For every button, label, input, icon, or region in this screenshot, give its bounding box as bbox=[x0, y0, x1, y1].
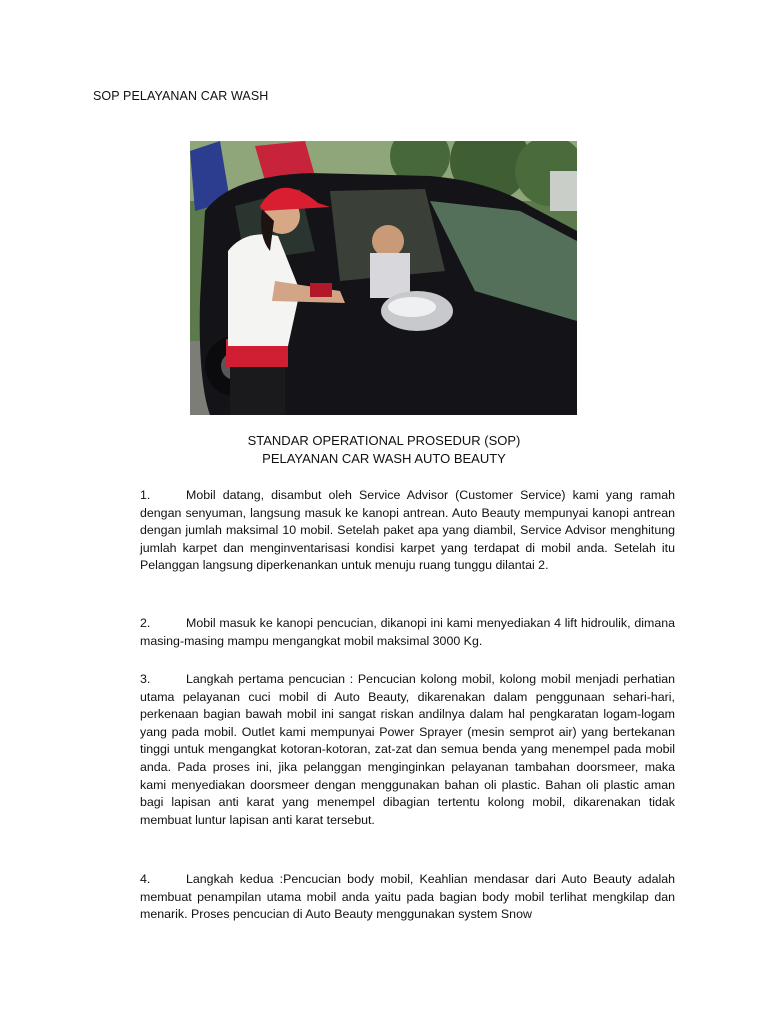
paragraph-text: Mobil masuk ke kanopi pencucian, dikanopi ini kami menyediakan 4 lift hidroulik, dimana masing-masing mampu mengangkat mobil maksimal 3000 Kg. bbox=[140, 616, 675, 648]
paragraph-number: 3. bbox=[140, 672, 151, 686]
paragraph-number: 2. bbox=[140, 616, 151, 630]
car-wash-photo bbox=[190, 141, 577, 415]
title-line-1: STANDAR OPERATIONAL PROSEDUR (SOP) bbox=[247, 433, 521, 448]
paragraph-2 bbox=[140, 615, 675, 650]
paragraph-1 bbox=[140, 487, 675, 575]
paragraph-number: 1. bbox=[140, 488, 151, 502]
paragraph-4 bbox=[140, 871, 675, 924]
photo-illustration bbox=[190, 141, 577, 415]
paragraph-number: 4. bbox=[140, 872, 151, 886]
title-line-2: PELAYANAN CAR WASH AUTO BEAUTY bbox=[262, 451, 506, 466]
paragraph-text: Langkah pertama pencucian : Pencucian kolong mobil, kolong mobil menjadi perhatian utama pelayanan cuci mobil di Auto Beauty, dikarenakan dalam penggunaan sehari-hari, perkenaan bagian bawah mobil ini sangat riskan andilnya dalam hal pengkaratan logam-logam yang pada mobil. Outlet kami mempunyai Power Sprayer (mesin semprot air) yang bertekanan tinggi untuk mengangkat kotoran-kotoran, zat-zat dan semua benda yang menempel pada mobil anda. Pada proses ini, jika pelanggan menginginkan pelayanan tambahan doorsmeer, maka kami menyediakan doorsmeer dengan menggunakan bahan oli plastic. Bahan oli plastic aman bagi lapisan anti karat yang menempel dibagian tertentu kolong mobil, dikarenakan tidak membuat luntur lapisan anti karat tersebut. bbox=[140, 672, 675, 827]
paragraph-text: Langkah kedua :Pencucian body mobil, Keahlian mendasar dari Auto Beauty adalah membuat penampilan utama mobil anda yaitu pada bagian body mobil terlihat mengkilap dan menarik. Proses pencucian di Auto Beauty menggunakan system Snow bbox=[140, 872, 675, 922]
paragraph-3 bbox=[140, 671, 675, 829]
paragraph-text: Mobil datang, disambut oleh Service Advisor (Customer Service) kami yang ramah dengan senyuman, langsung masuk ke kanopi antrean. Auto Beauty mempunyai kanopi antrean dengan jumlah maksimal 10 mobil. Setelah paket apa yang diambil, Service Advisor menghitung jumlah karpet dan menginventarisasi kondisi karpet yang terdapat di mobil anda. Setelah itu Pelanggan langsung diperkenankan untuk menuju ruang tunggu dilantai 2. bbox=[140, 488, 675, 573]
document-header: SOP PELAYANAN CAR WASH bbox=[93, 89, 269, 103]
document-title bbox=[140, 432, 628, 468]
